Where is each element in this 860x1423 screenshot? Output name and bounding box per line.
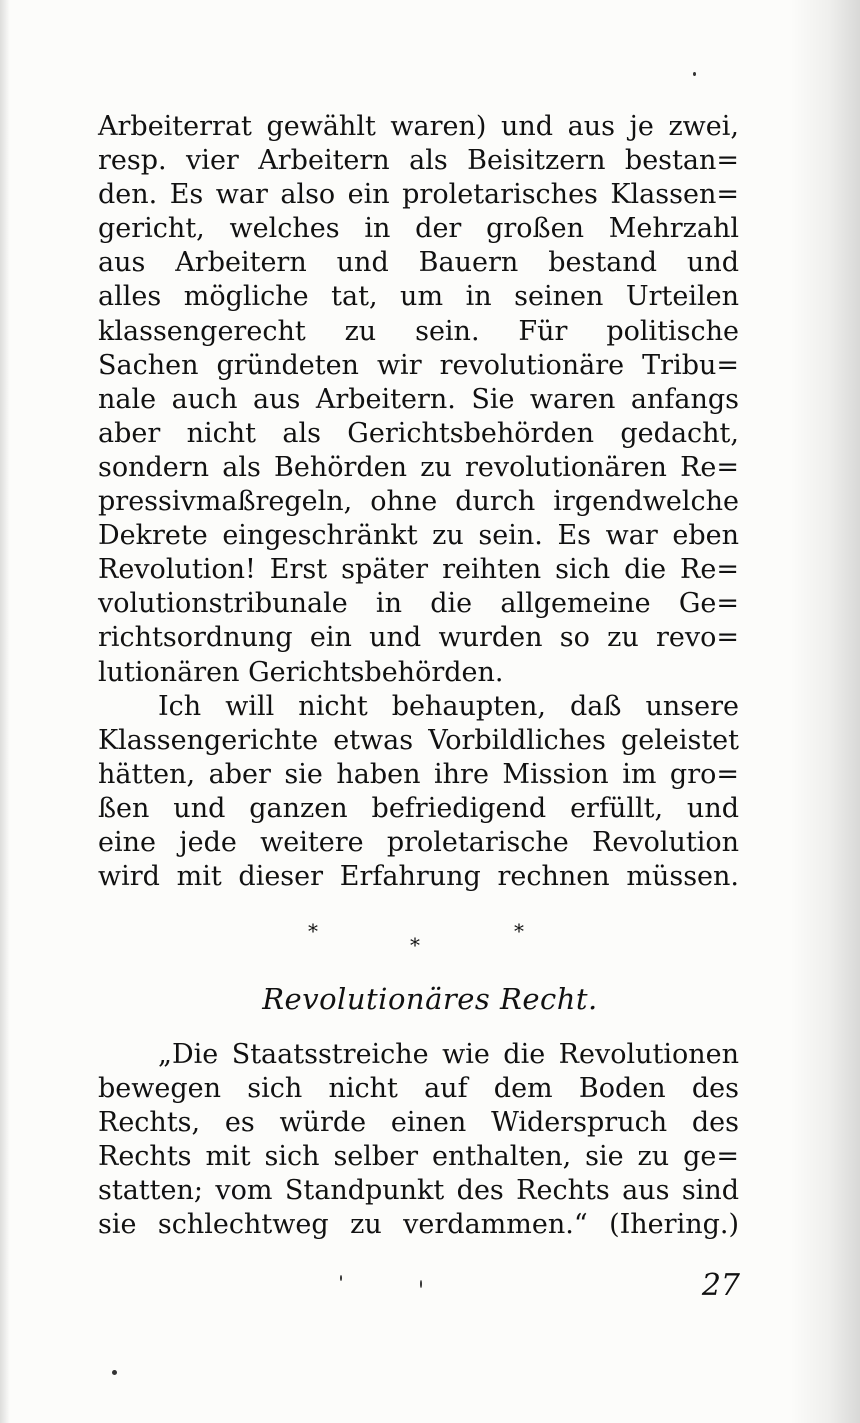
body-line: den. Es war also ein proletarisches Klassen= [98, 179, 739, 211]
quote-line: Rechts mit sich selber enthalten, sie zu ge= [98, 1141, 739, 1173]
body-line: resp. vier Arbeitern als Beisitzern bestan= [98, 145, 739, 177]
print-speck [693, 72, 696, 76]
body-line: Revolution! Erst später reihten sich die Re= [98, 554, 739, 586]
section-heading: Revolutionäres Recht. [262, 982, 598, 1016]
quote-text [98, 1038, 739, 1243]
body-line: Klassengerichte etwas Vorbildliches geleistet [98, 724, 739, 756]
page-left-edge [0, 0, 10, 1423]
body-text [98, 110, 739, 894]
quote-line: sie schlechtweg zu verdammen.“ (Ihering.) [98, 1209, 739, 1241]
separator-star-middle: * [410, 933, 420, 957]
paragraph-end-line: wird mit dieser Erfahrung rechnen müssen. [98, 861, 739, 893]
body-line: richtsordnung ein und wurden so zu revo= [98, 622, 739, 654]
section-separator [0, 915, 860, 955]
quote-line: Rechts, es würde einen Widerspruch des [98, 1107, 739, 1139]
paragraph-end-line: lutionären Gerichtsbehörden. [98, 656, 504, 688]
body-line: gericht, welches in der großen Mehrzahl [98, 213, 739, 245]
body-line: klassengerecht zu sein. Für politische [98, 315, 739, 347]
quote-line: statten; vom Standpunkt des Rechts aus sind [98, 1175, 739, 1207]
body-line: sondern als Behörden zu revolutionären Re= [98, 451, 739, 483]
body-line: eine jede weitere proletarische Revolution [98, 826, 739, 858]
body-line: hätten, aber sie haben ihre Mission im gro= [98, 758, 739, 790]
quote-line: „Die Staatsstreiche wie die Revolutionen [158, 1039, 739, 1070]
paragraph-start-line: Ich will nicht behaupten, daß unsere [158, 690, 739, 722]
body-line: volutionstribunale in die allgemeine Ge= [98, 588, 739, 620]
separator-star-left: * [308, 919, 318, 943]
body-line: aber nicht als Gerichtsbehörden gedacht, [98, 417, 739, 449]
body-line: Arbeiterrat gewählt waren) und aus je zwei, [98, 111, 739, 142]
page-right-edge-shadow [790, 0, 860, 1423]
print-speck [112, 1370, 117, 1375]
body-line: Dekrete eingeschränkt zu sein. Es war eben [98, 520, 739, 552]
body-line: pressivmaßregeln, ohne durch irgendwelche [98, 486, 739, 518]
body-line: Sachen gründeten wir revolutionäre Tribu= [98, 349, 739, 381]
print-speck [340, 1275, 342, 1281]
body-line: alles mögliche tat, um in seinen Urteilen [98, 281, 739, 313]
separator-star-right: * [514, 919, 524, 943]
body-line: nale auch aus Arbeitern. Sie waren anfangs [98, 383, 739, 415]
body-line: ßen und ganzen befriedigend erfüllt, und [98, 792, 739, 824]
print-speck [420, 1280, 422, 1288]
quote-line: bewegen sich nicht auf dem Boden des [98, 1073, 739, 1105]
page-number: 27 [701, 1268, 740, 1303]
body-line: aus Arbeitern und Bauern bestand und [98, 247, 739, 279]
